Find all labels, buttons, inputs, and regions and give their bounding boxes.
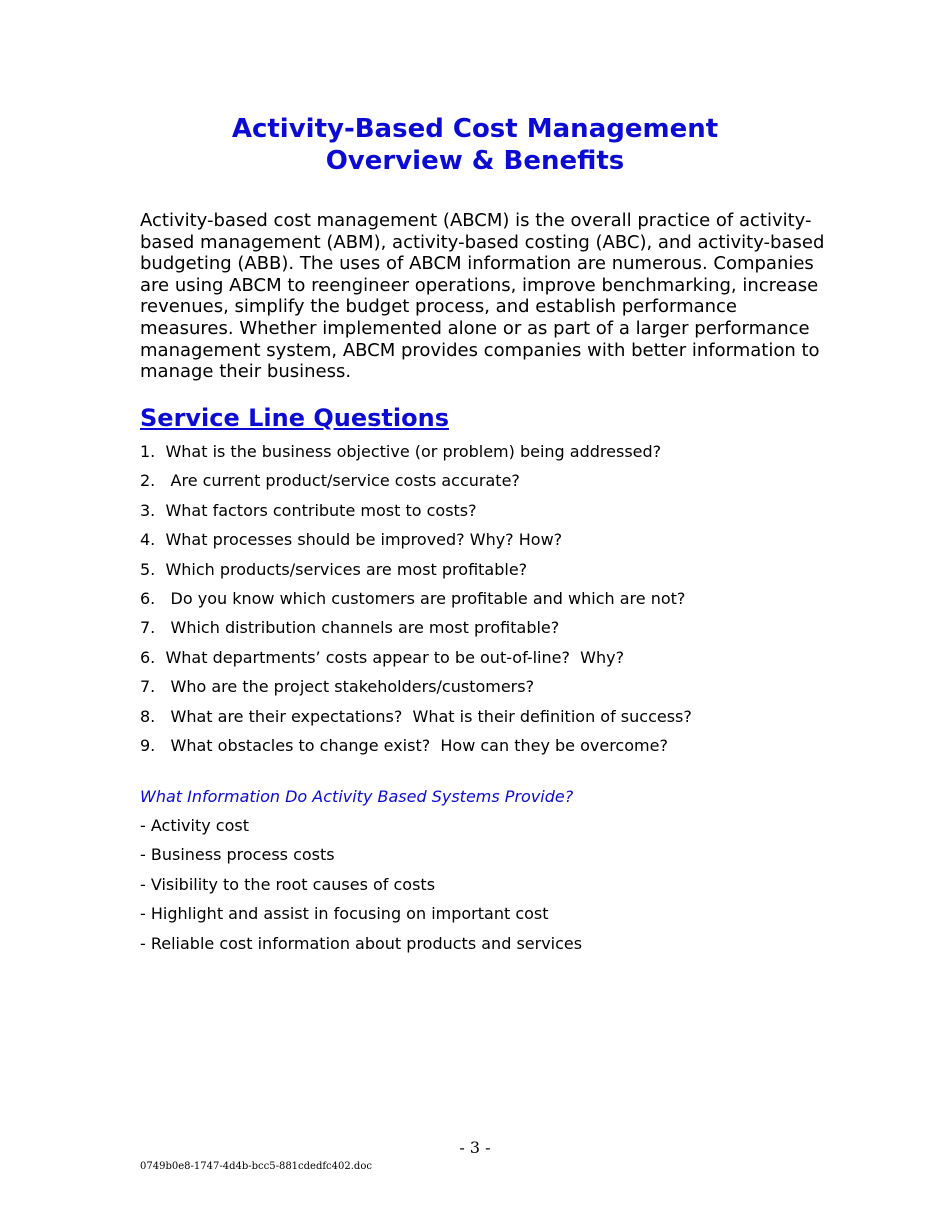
questions-list	[140, 440, 840, 763]
sub-heading-information: What Information Do Activity Based Systems Provide?	[140, 787, 574, 806]
info-item: - Highlight and assist in focusing on important cost	[140, 904, 549, 924]
question-item: 9. What obstacles to change exist? How can they be overcome?	[140, 735, 668, 755]
question-item: 6. What departments’ costs appear to be out-of-line? Why?	[140, 647, 625, 667]
title-line-1: Activity-Based Cost Management	[231, 114, 719, 144]
info-item: - Business process costs	[140, 845, 335, 865]
question-item: 5. Which products/services are most profitable?	[140, 559, 528, 579]
info-item: - Reliable cost information about products and services	[140, 933, 583, 953]
question-item: 2. Are current product/service costs accurate?	[140, 471, 520, 491]
info-item: - Activity cost	[140, 816, 249, 835]
title-line-2: Overview & Benefits	[325, 146, 625, 176]
question-item: 6. Do you know which customers are profitable and which are not?	[140, 588, 686, 608]
document-title	[0, 113, 950, 177]
document-filename: 0749b0e8-1747-4d4b-bcc5-881cdedfc402.doc	[140, 1161, 372, 1172]
question-item: 8. What are their expectations? What is their definition of success?	[140, 706, 692, 726]
info-item: - Visibility to the root causes of costs	[140, 874, 436, 894]
section-heading-service-line-questions: Service Line Questions	[140, 404, 449, 432]
question-item: 7. Which distribution channels are most profitable?	[140, 618, 560, 638]
page-number: - 3 -	[459, 1138, 491, 1157]
info-list	[140, 814, 840, 961]
intro-paragraph: Activity-based cost management (ABCM) is the overall practice of activity-based management (ABM), activity-based costing (ABC), and activity-based budgeting (ABB). The uses of ABCM information are numerous. Companies are using ABCM to reengineer operations, improve benchmarking, increase revenues, simplify the budget process, and establish performance measures. Whether implemented alone or as part of a larger performance management system, ABCM provides companies with better information to manage their business.	[140, 210, 825, 383]
question-item: 1. What is the business objective (or problem) being addressed?	[140, 442, 662, 461]
question-item: 4. What processes should be improved? Why? How?	[140, 530, 563, 550]
question-item: 7. Who are the project stakeholders/customers?	[140, 677, 535, 697]
question-item: 3. What factors contribute most to costs?	[140, 500, 477, 520]
